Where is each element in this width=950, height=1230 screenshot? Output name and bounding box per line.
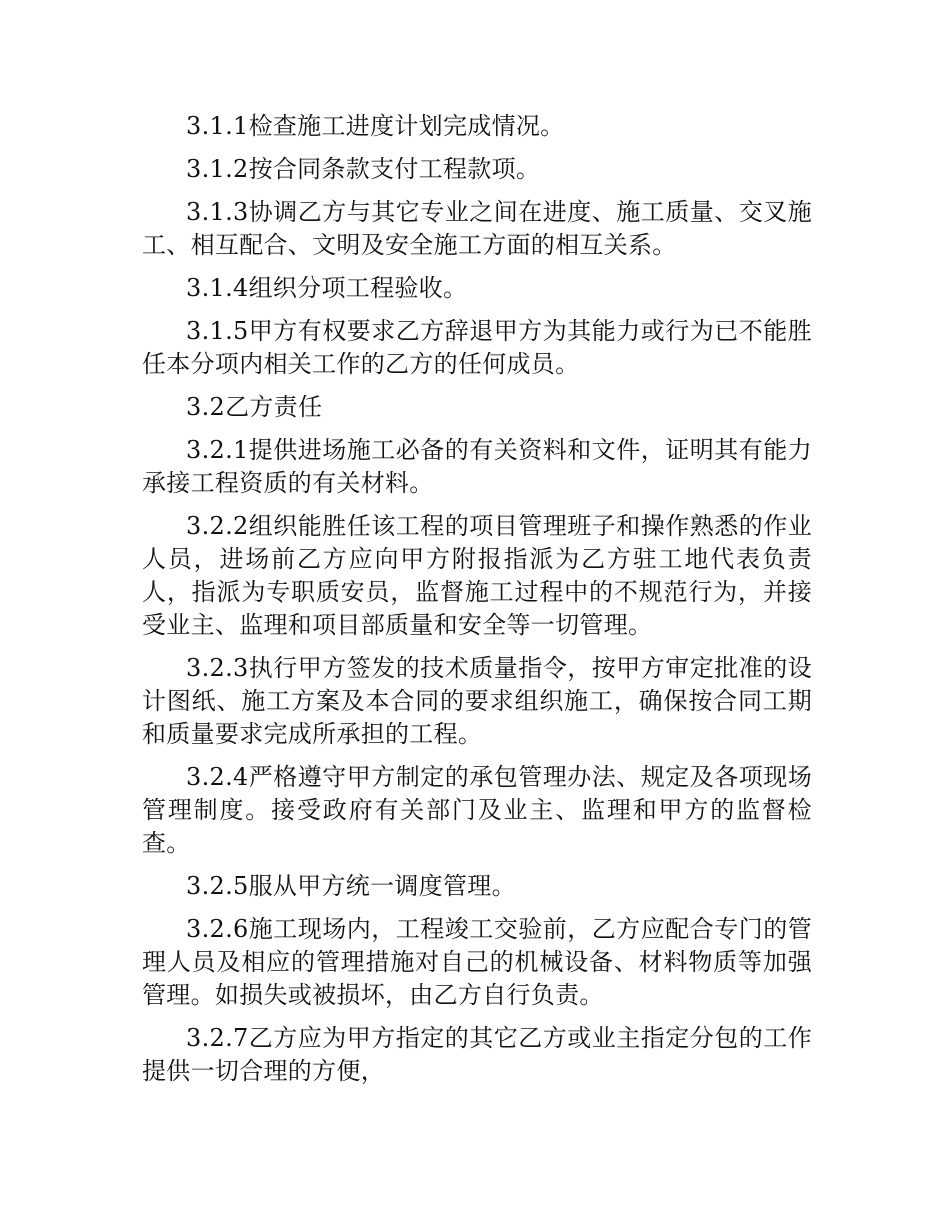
paragraph-3-1-3: 3.1.3协调乙方与其它专业之间在进度、施工质量、交叉施工、相互配合、文明及安全施工方面的相互关系。: [142, 198, 812, 259]
paragraph-3-2-7: 3.2.7乙方应为甲方指定的其它乙方或业主指定分包的工作提供一切合理的方便，: [142, 1024, 812, 1085]
paragraph-3-1-5: 3.1.5甲方有权要求乙方辞退甲方为其能力或行为已不能胜任本分项内相关工作的乙方的任何成员。: [142, 317, 812, 378]
paragraph-3-2-1: 3.2.1提供进场施工必备的有关资料和文件，证明其有能力承接工程资质的有关材料。: [142, 436, 812, 497]
paragraph-3-1-4: 3.1.4组织分项工程验收。: [186, 274, 468, 302]
paragraph-3-2-3: 3.2.3执行甲方签发的技术质量指令，按甲方审定批准的设计图纸、施工方案及本合同的要求组织施工，确保按合同工期和质量要求完成所承担的工程。: [142, 654, 812, 748]
paragraph-3-2-5: 3.2.5服从甲方统一调度管理。: [186, 872, 516, 900]
paragraph-3-2-4: 3.2.4严格遵守甲方制定的承包管理办法、规定及各项现场管理制度。接受政府有关部门及业主、监理和甲方的监督检查。: [142, 763, 812, 857]
paragraph-3-1-2: 3.1.2按合同条款支付工程款项。: [186, 155, 541, 183]
document-body: [142, 110, 812, 1098]
paragraph-3-1-1: 3.1.1检查施工进度计划完成情况。: [186, 112, 565, 140]
paragraph-3-2-6: 3.2.6施工现场内，工程竣工交验前，乙方应配合专门的管理人员及相应的管理措施对自己的机械设备、材料物质等加强管理。如损失或被损坏，由乙方自行负责。: [142, 915, 812, 1009]
paragraph-3-2-2: 3.2.2组织能胜任该工程的项目管理班子和操作熟悉的作业人员，进场前乙方应向甲方附报指派为乙方驻工地代表负责人，指派为专职质安员，监督施工过程中的不规范行为，并接受业主、监理和项目部质量和安全等一切管理。: [142, 512, 812, 639]
section-heading-3-2: 3.2乙方责任: [186, 393, 323, 421]
